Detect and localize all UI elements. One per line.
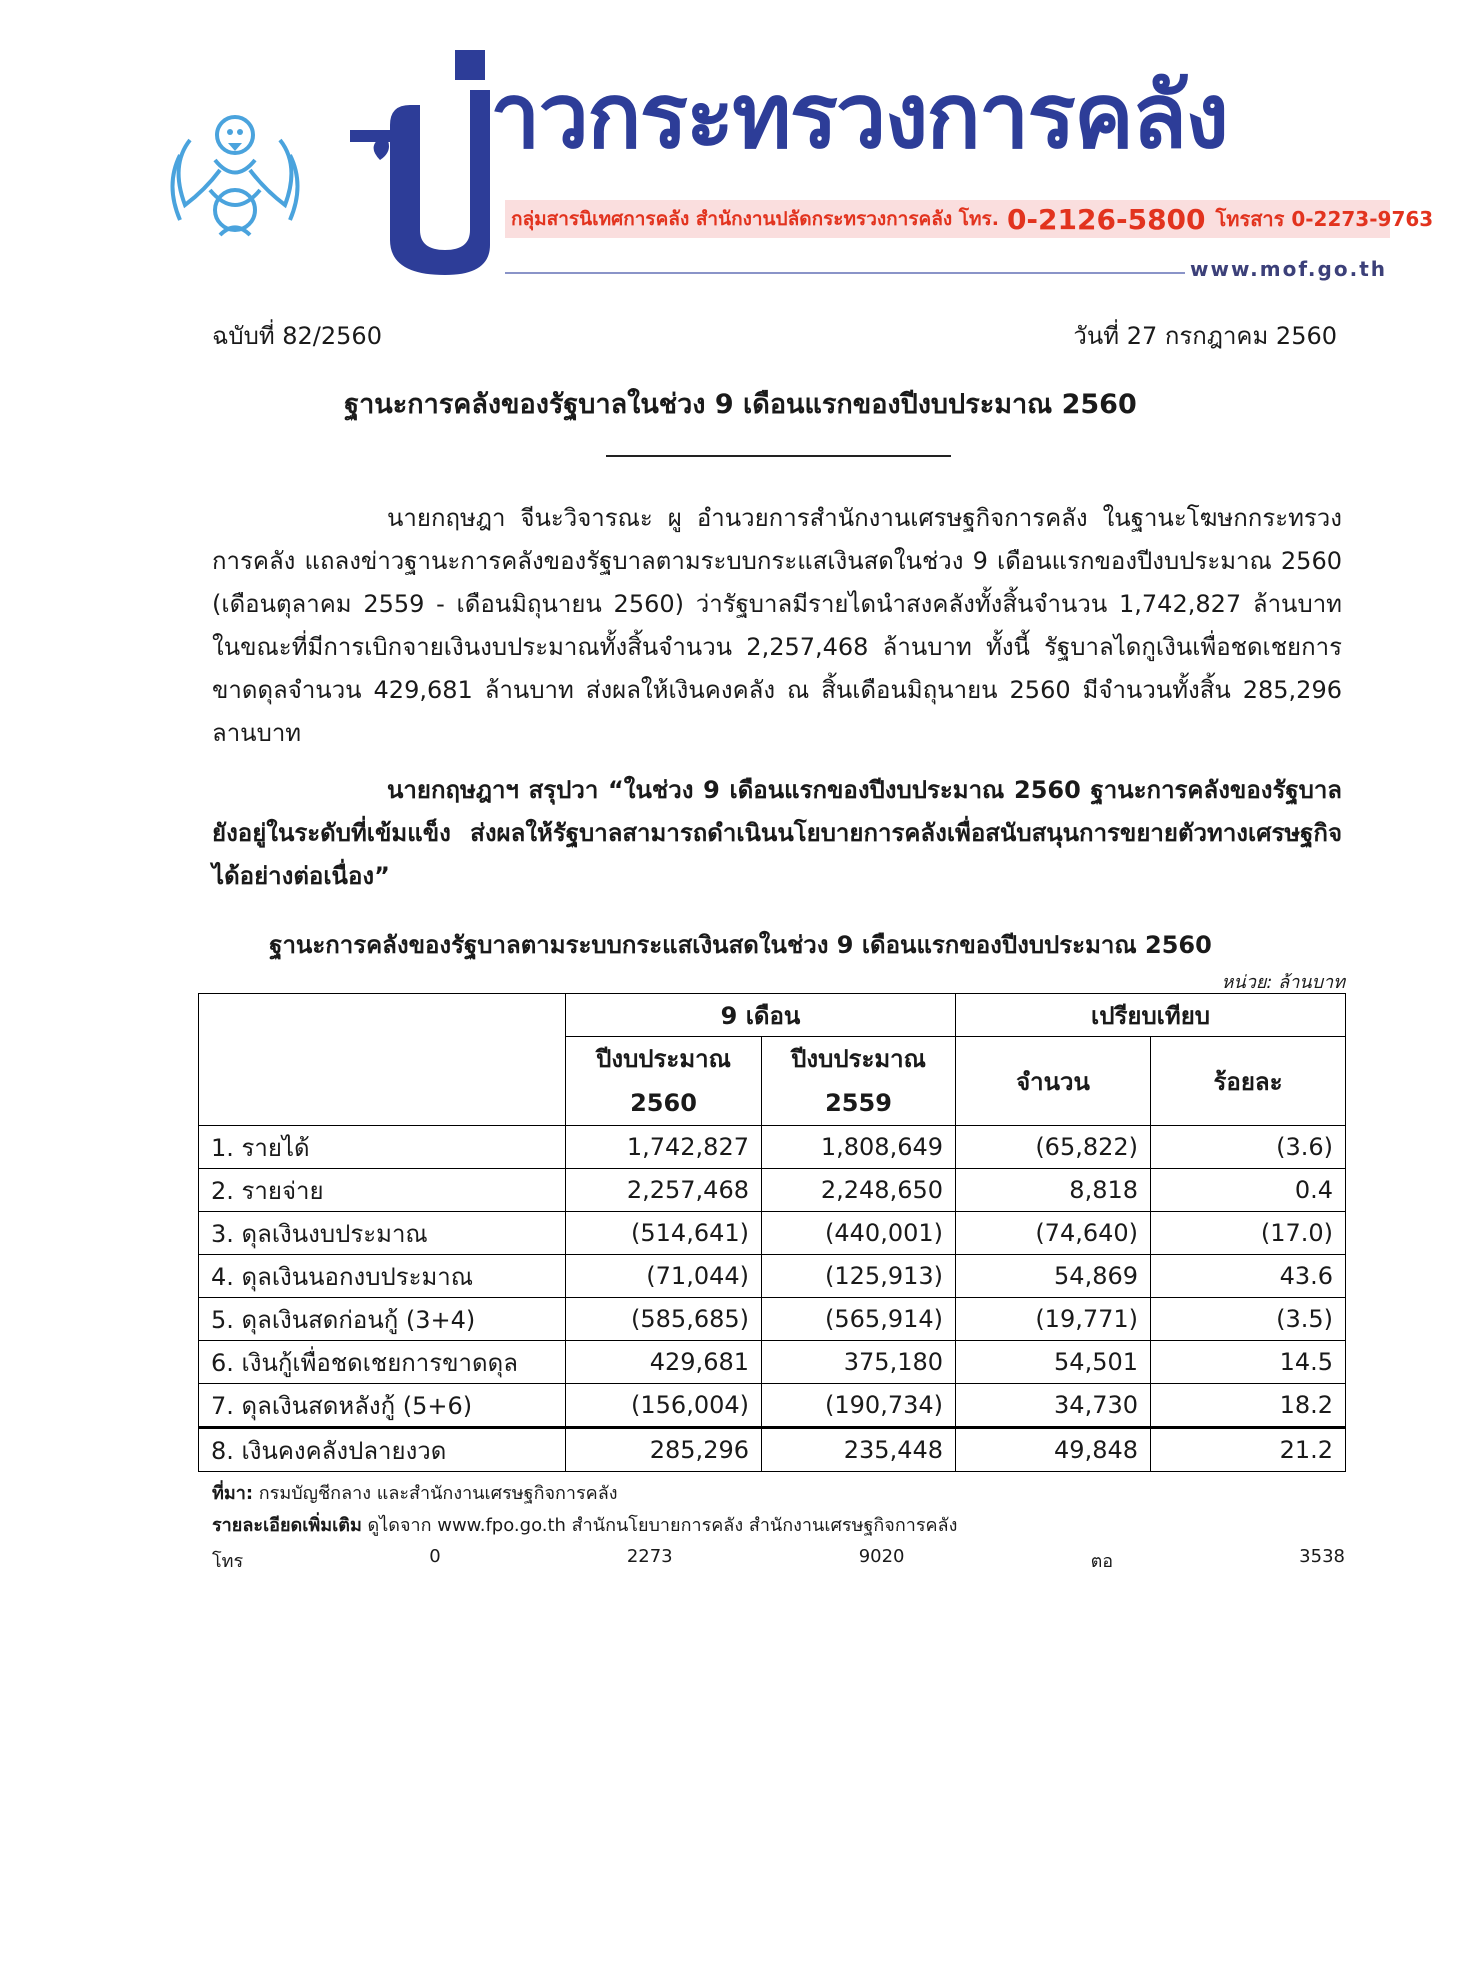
table-row bbox=[199, 1255, 1346, 1298]
issue-number: ฉบับที่ 82/2560 bbox=[212, 322, 382, 350]
cell-amount: 54,869 bbox=[956, 1255, 1151, 1298]
masthead bbox=[160, 50, 1434, 290]
header-comparison: เปรียบเทียบ bbox=[956, 994, 1346, 1037]
cell-fy2560: (71,044) bbox=[566, 1255, 762, 1298]
cell-fy2560: (585,685) bbox=[566, 1298, 762, 1341]
cell-percent: 21.2 bbox=[1151, 1428, 1346, 1472]
cell-fy2560: 2,257,468 bbox=[566, 1169, 762, 1212]
cell-percent: 14.5 bbox=[1151, 1341, 1346, 1384]
contact-bar bbox=[505, 200, 1434, 238]
cell-amount: 54,501 bbox=[956, 1341, 1151, 1384]
cell-percent: 18.2 bbox=[1151, 1384, 1346, 1428]
row-label: 2. รายจ่าย bbox=[199, 1169, 566, 1212]
cell-amount: 49,848 bbox=[956, 1428, 1151, 1472]
table-header-row-1 bbox=[199, 994, 1346, 1037]
cell-percent: (3.6) bbox=[1151, 1126, 1346, 1169]
page-title: ฐานะการคลังของรัฐบาลในช่วง 9 เดือนแรกของปีงบประมาณ 2560 bbox=[344, 389, 1137, 420]
header-fy2560: ปีงบประมาณ 2560 bbox=[566, 1037, 762, 1126]
cell-amount: (74,640) bbox=[956, 1212, 1151, 1255]
phone-part: 2273 bbox=[626, 1546, 673, 1567]
table-unit: หน่วย: ล้านบาท bbox=[1221, 972, 1345, 993]
contact-fax: โทรสาร 0-2273-9763 bbox=[1215, 207, 1434, 231]
cell-percent: (3.5) bbox=[1151, 1298, 1346, 1341]
row-label: 3. ดุลเงินงบประมาณ bbox=[199, 1212, 566, 1255]
cell-fy2560: (514,641) bbox=[566, 1212, 762, 1255]
notes bbox=[212, 1478, 957, 1542]
garuda-emblem-icon bbox=[160, 95, 310, 245]
website-link[interactable]: www.mof.go.th bbox=[1190, 257, 1387, 281]
header-blank bbox=[199, 994, 566, 1126]
table-row bbox=[199, 1428, 1346, 1472]
table-row bbox=[199, 1341, 1346, 1384]
masthead-big-letter bbox=[350, 50, 490, 280]
table-row bbox=[199, 1126, 1346, 1169]
cell-fy2560: 429,681 bbox=[566, 1341, 762, 1384]
body-paragraph-2: นายกฤษฎาฯ สรุปวา “ในช่วง 9 เดือนแรกของปีงบประมาณ 2560 ฐานะการคลังของรัฐบาลยังอยู่ในระดับที่เข้มแข็ง ส่งผลให้รัฐบาลสามารถดำเนินนโยบายการคลังเพื่อสนับสนุนการขยายตัวทางเศรษฐกิจได้อย่างต่อเนื่อง” bbox=[212, 776, 1342, 890]
title-underline bbox=[606, 455, 951, 457]
fiscal-table bbox=[198, 993, 1346, 1472]
cell-fy2559: 1,808,649 bbox=[762, 1126, 956, 1169]
cell-percent: 0.4 bbox=[1151, 1169, 1346, 1212]
source-label: ที่มา: bbox=[212, 1483, 254, 1504]
table-row bbox=[199, 1298, 1346, 1341]
cell-amount: (65,822) bbox=[956, 1126, 1151, 1169]
table-row bbox=[199, 1384, 1346, 1428]
contact-phone: 0-2126-5800 bbox=[1006, 202, 1206, 236]
cell-fy2559: 235,448 bbox=[762, 1428, 956, 1472]
header-percent: ร้อยละ bbox=[1151, 1037, 1346, 1126]
cell-fy2560: (156,004) bbox=[566, 1384, 762, 1428]
row-label: 6. เงินกู้เพื่อชดเชยการขาดดุล bbox=[199, 1341, 566, 1384]
header-rule bbox=[505, 272, 1185, 274]
cell-fy2559: (440,001) bbox=[762, 1212, 956, 1255]
cell-fy2559: (125,913) bbox=[762, 1255, 956, 1298]
row-label: 5. ดุลเงินสดก่อนกู้ (3+4) bbox=[199, 1298, 566, 1341]
header-amount: จำนวน bbox=[956, 1037, 1151, 1126]
phone-part: ตอ bbox=[1090, 1551, 1114, 1572]
detail-text: ดูไดจาก www.fpo.go.th สำนักนโยบายการคลัง สำนักงานเศรษฐกิจการคลัง bbox=[361, 1515, 958, 1536]
body-paragraph-1: นายกฤษฎา จีนะวิจารณะ ผู อำนวยการสำนักงานเศรษฐกิจการคลัง ในฐานะโฆษกกระทรวงการคลัง แถลงข่าวฐานะการคลังของรัฐบาลตามระบบกระแสเงินสดในช่วง 9 เดือนแรกของปีงบประมาณ 2560 (เดือนตุลาคม 2559 - เดือนมิถุนายน 2560) ว่ารัฐบาลมีรายไดนำสงคลังทั้งสิ้นจำนวน 1,742,827 ล้านบาท ในขณะที่มีการเบิกจายเงินงบประมาณทั้งสิ้นจำนวน 2,257,468 ล้านบาท ทั้งนี้ รัฐบาลไดกูเงินเพื่อชดเชยการขาดดุลจำนวน 429,681 ล้านบาท ส่งผลให้เงินคงคลัง ณ สิ้นเดือนมิถุนายน 2560 มีจำนวนทั้งสิ้น 285,296 ลานบาท bbox=[212, 504, 1342, 747]
table-title: ฐานะการคลังของรัฐบาลตามระบบกระแสเงินสดในช่วง 9 เดือนแรกของปีงบประมาณ 2560 bbox=[269, 931, 1212, 959]
phone-part: โทร bbox=[212, 1551, 244, 1572]
phone-part: 9020 bbox=[858, 1546, 905, 1567]
cell-fy2560: 285,296 bbox=[566, 1428, 762, 1472]
row-label: 1. รายได้ bbox=[199, 1126, 566, 1169]
header-fy2559: ปีงบประมาณ 2559 bbox=[762, 1037, 956, 1126]
cell-amount: 34,730 bbox=[956, 1384, 1151, 1428]
cell-fy2559: 375,180 bbox=[762, 1341, 956, 1384]
phone-part: 0 bbox=[429, 1546, 441, 1567]
cell-amount: (19,771) bbox=[956, 1298, 1151, 1341]
source-note bbox=[212, 1478, 957, 1510]
cell-fy2559: (190,734) bbox=[762, 1384, 956, 1428]
row-label: 7. ดุลเงินสดหลังกู้ (5+6) bbox=[199, 1384, 566, 1428]
source-text: กรมบัญชีกลาง และสำนักงานเศรษฐกิจการคลัง bbox=[253, 1483, 618, 1504]
detail-note bbox=[212, 1510, 957, 1542]
row-label: 4. ดุลเงินนอกงบประมาณ bbox=[199, 1255, 566, 1298]
header-9-months: 9 เดือน bbox=[566, 994, 956, 1037]
issue-date: วันที่ 27 กรกฎาคม 2560 bbox=[1073, 322, 1337, 350]
cell-fy2559: 2,248,650 bbox=[762, 1169, 956, 1212]
table-row bbox=[199, 1212, 1346, 1255]
cell-percent: (17.0) bbox=[1151, 1212, 1346, 1255]
cell-fy2559: (565,914) bbox=[762, 1298, 956, 1341]
contact-group: กลุ่มสารนิเทศการคลัง สำนักงานปลัดกระทรวงการคลัง โทร. bbox=[511, 208, 999, 230]
cell-fy2560: 1,742,827 bbox=[566, 1126, 762, 1169]
contact-phone-row bbox=[212, 1546, 1345, 1575]
masthead-title: าวกระทรวงการคลัง bbox=[490, 64, 1228, 169]
cell-percent: 43.6 bbox=[1151, 1255, 1346, 1298]
row-label: 8. เงินคงคลังปลายงวด bbox=[199, 1428, 566, 1472]
table-row bbox=[199, 1169, 1346, 1212]
cell-amount: 8,818 bbox=[956, 1169, 1151, 1212]
detail-label: รายละเอียดเพิ่มเติม bbox=[212, 1515, 362, 1536]
phone-part: 3538 bbox=[1299, 1546, 1345, 1567]
